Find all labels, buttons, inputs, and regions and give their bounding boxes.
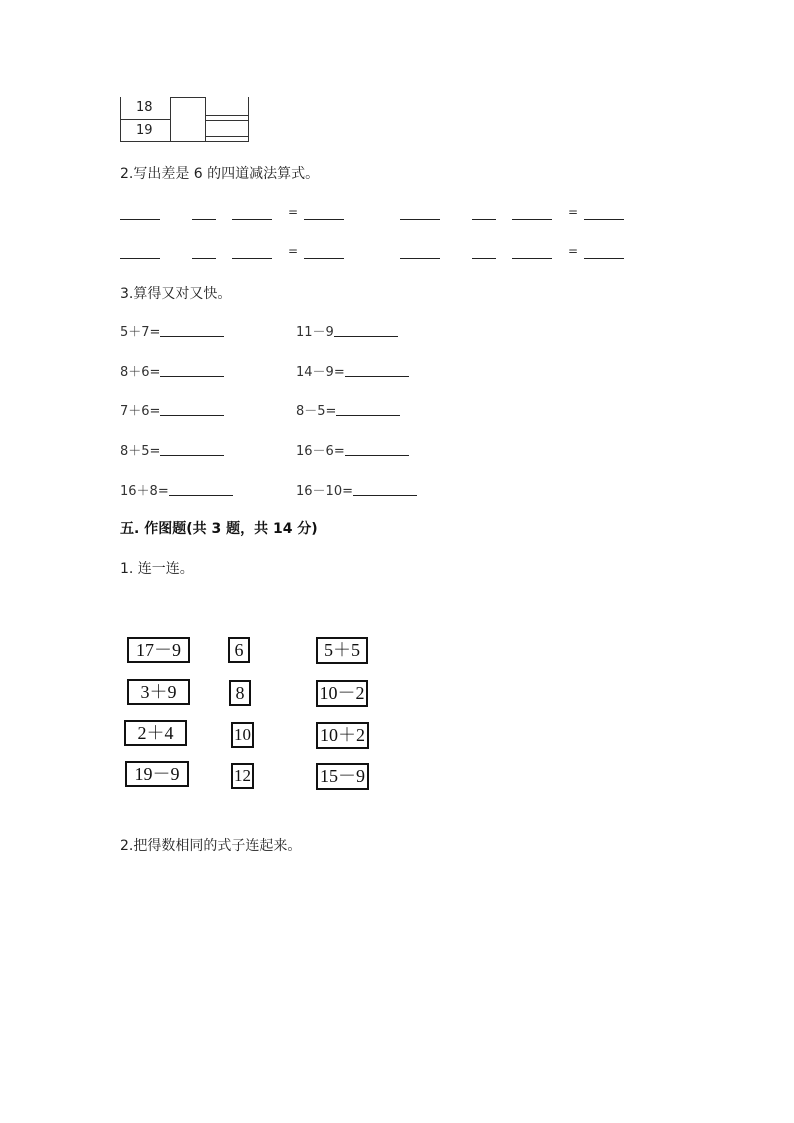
- number-box[interactable]: 12: [231, 763, 254, 789]
- section-title: 五. 作图题(共 3 题，共 14 分): [120, 521, 318, 537]
- number-box[interactable]: 6: [228, 637, 250, 663]
- expression-box[interactable]: 19－9: [125, 761, 189, 787]
- calc-item: [120, 440, 224, 459]
- expression-box[interactable]: 5＋5: [316, 637, 368, 664]
- answer-blank[interactable]: [353, 483, 417, 496]
- calc-expression: 16－10=: [296, 484, 353, 499]
- answer-blank[interactable]: [334, 324, 398, 337]
- calc-expression: 16－6=: [296, 444, 345, 459]
- table-row-label: 19: [136, 123, 153, 138]
- answer-blank[interactable]: [160, 403, 224, 416]
- equals-sign: =: [568, 205, 579, 219]
- answer-blank[interactable]: [232, 219, 272, 220]
- expression-box[interactable]: 10－2: [316, 680, 368, 707]
- calc-expression: 5＋7=: [120, 325, 161, 340]
- answer-blank[interactable]: [120, 258, 160, 259]
- answer-blank[interactable]: [160, 324, 224, 337]
- calc-expression: 8＋6=: [120, 365, 161, 380]
- calc-item: [120, 361, 224, 380]
- table-answer-line: [206, 136, 248, 137]
- calc-item: [296, 440, 409, 459]
- answer-blank[interactable]: [120, 219, 160, 220]
- question-2-title: 2.写出差是 6 的四道减法算式。: [120, 166, 320, 182]
- expression-box[interactable]: 15－9: [316, 763, 369, 790]
- equals-sign: =: [288, 205, 299, 219]
- answer-blank[interactable]: [400, 219, 440, 220]
- equals-sign: =: [568, 244, 579, 258]
- expression-box[interactable]: 3＋9: [127, 679, 190, 705]
- answer-blank[interactable]: [472, 219, 496, 220]
- number-box[interactable]: 10: [231, 722, 254, 748]
- answer-blank[interactable]: [336, 403, 400, 416]
- calc-item: [120, 400, 224, 419]
- answer-blank[interactable]: [160, 364, 224, 377]
- question-5-1-title: 1. 连一连。: [120, 561, 194, 577]
- answer-blank[interactable]: [169, 483, 233, 496]
- calc-expression: 8－5=: [296, 404, 337, 419]
- calc-expression: 11－9: [296, 325, 334, 340]
- expression-box[interactable]: 2＋4: [124, 720, 187, 746]
- answer-blank[interactable]: [345, 443, 409, 456]
- table-divider: [170, 97, 171, 142]
- calc-item: [120, 480, 233, 499]
- answer-blank[interactable]: [345, 364, 409, 377]
- question-3-title: 3.算得又对又快。: [120, 286, 232, 302]
- answer-blank[interactable]: [192, 219, 216, 220]
- table-rule: [170, 97, 206, 98]
- answer-blank[interactable]: [472, 258, 496, 259]
- table-rule: [120, 119, 170, 120]
- answer-blank[interactable]: [192, 258, 216, 259]
- question-5-2-title: 2.把得数相同的式子连起来。: [120, 838, 302, 854]
- table-border-right: [248, 97, 249, 142]
- table-row-label: 18: [136, 100, 153, 115]
- number-box[interactable]: 8: [229, 680, 251, 706]
- calc-item: [296, 400, 400, 419]
- equals-sign: =: [288, 244, 299, 258]
- answer-blank[interactable]: [304, 219, 344, 220]
- calc-expression: 8＋5=: [120, 444, 161, 459]
- calc-expression: 7＋6=: [120, 404, 161, 419]
- expression-box[interactable]: 10＋2: [316, 722, 369, 749]
- answer-blank[interactable]: [584, 258, 624, 259]
- answer-blank[interactable]: [400, 258, 440, 259]
- calc-item: [296, 480, 417, 499]
- calc-item: [296, 361, 409, 380]
- answer-blank[interactable]: [232, 258, 272, 259]
- table-rule: [120, 141, 248, 142]
- calc-item: [296, 321, 398, 340]
- calc-item: [120, 321, 224, 340]
- expression-box[interactable]: 17－9: [127, 637, 190, 663]
- answer-blank[interactable]: [304, 258, 344, 259]
- table-answer-line: [206, 120, 248, 121]
- answer-blank[interactable]: [584, 219, 624, 220]
- answer-blank[interactable]: [160, 443, 224, 456]
- table-answer-line: [206, 115, 248, 116]
- calc-expression: 14－9=: [296, 365, 345, 380]
- calc-expression: 16＋8=: [120, 484, 169, 499]
- answer-blank[interactable]: [512, 258, 552, 259]
- answer-blank[interactable]: [512, 219, 552, 220]
